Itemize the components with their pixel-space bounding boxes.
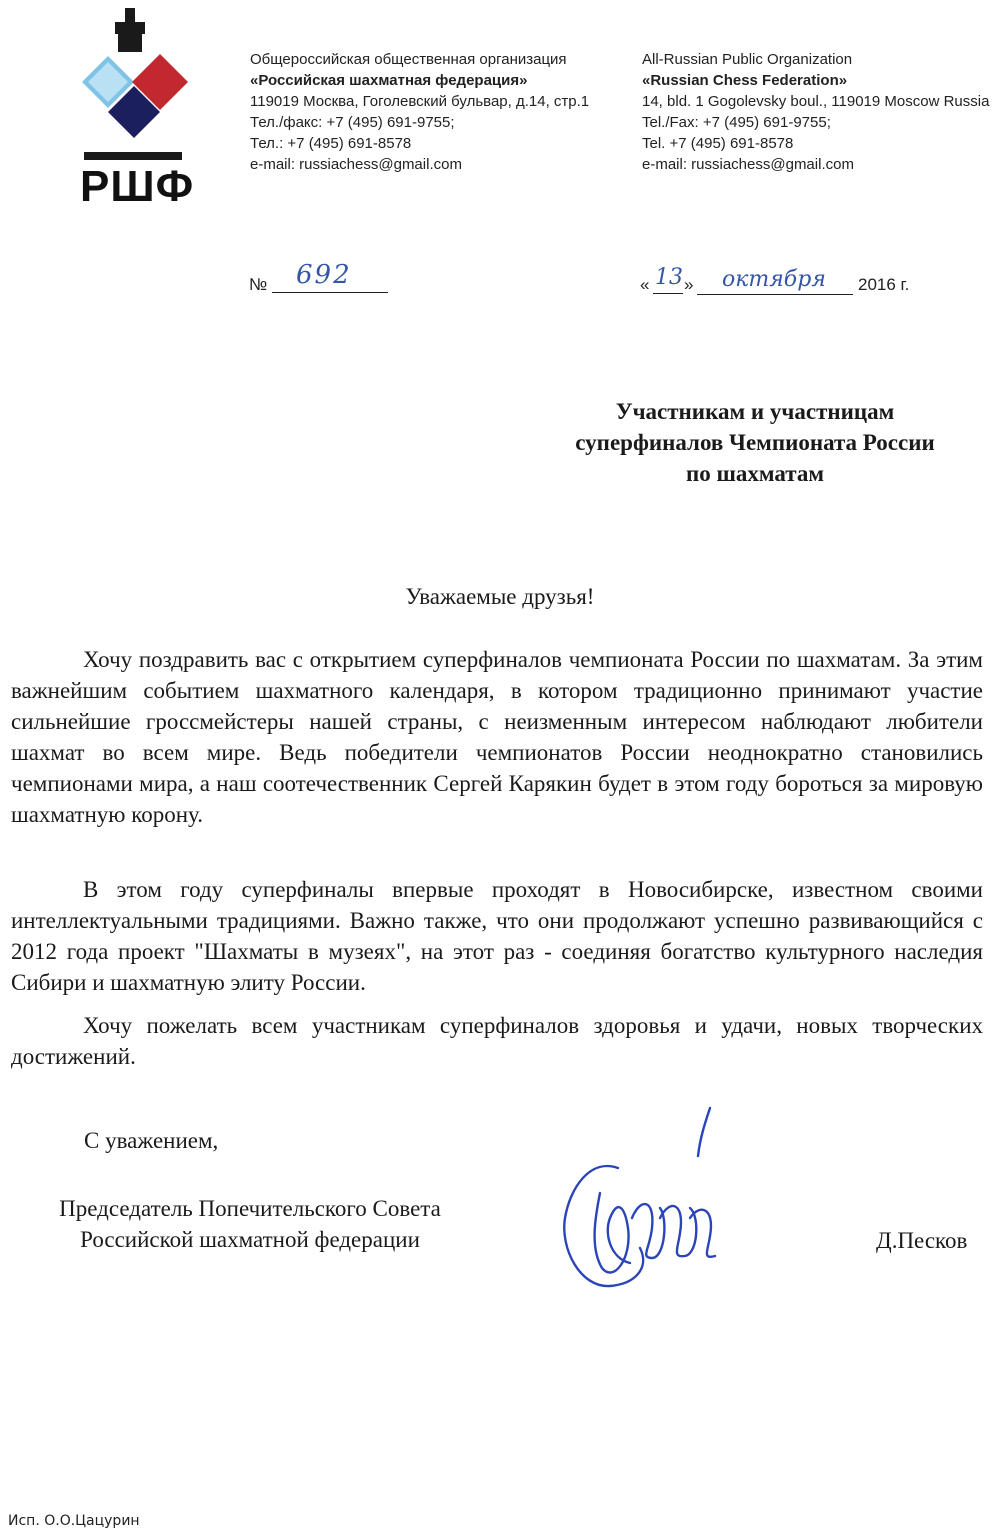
letter-number: 692 bbox=[296, 260, 352, 290]
body-paragraph: Хочу пожелать всем участникам суперфиналов здоровья и удачи, новых творческих достижений. bbox=[11, 1013, 983, 1069]
number-label: № bbox=[249, 275, 268, 294]
logo-text: РШФ bbox=[80, 162, 195, 211]
executor-note: Исп. О.О.Цацурин bbox=[8, 1513, 140, 1529]
addressee bbox=[530, 396, 980, 489]
signer-title-line: Председатель Попечительского Совета bbox=[59, 1196, 441, 1221]
address-en: 14, bld. 1 Gogolevsky boul., 119019 Moscow Russia bbox=[642, 93, 990, 110]
date-month: октября bbox=[722, 267, 826, 292]
date-month-underline bbox=[697, 294, 853, 295]
date-quote-close: » bbox=[684, 275, 694, 294]
signer-title-line: Российской шахматной федерации bbox=[80, 1227, 420, 1252]
signer-title bbox=[14, 1193, 486, 1255]
org-name-ru: «Российская шахматная федерация» bbox=[250, 72, 528, 89]
addressee-line: суперфиналов Чемпионата России bbox=[575, 430, 935, 455]
address-ru: 119019 Москва, Гоголевский бульвар, д.14, стр.1 bbox=[250, 93, 590, 110]
letterhead-english bbox=[642, 49, 1000, 175]
phone-en: Tel. +7 (495) 691-8578 bbox=[642, 135, 794, 152]
salutation: Уважаемые друзья! bbox=[405, 584, 595, 609]
closing: С уважением, bbox=[84, 1128, 219, 1153]
date-year: 2016 г. bbox=[858, 275, 910, 294]
addressee-line: по шахматам bbox=[685, 461, 825, 486]
email-ru: e-mail: russiachess@gmail.com bbox=[250, 156, 462, 173]
phone-fax-ru: Тел./факс: +7 (495) 691-9755; bbox=[250, 114, 455, 131]
phone-ru: Тел.: +7 (495) 691-8578 bbox=[250, 135, 412, 152]
email-en: e-mail: russiachess@gmail.com bbox=[642, 156, 854, 173]
addressee-line: Участникам и участницам bbox=[615, 399, 895, 424]
number-underline bbox=[272, 292, 388, 293]
date-day-underline bbox=[653, 293, 683, 294]
date-quote-open: « bbox=[640, 275, 650, 294]
org-type-en: All-Russian Public Organization bbox=[642, 51, 853, 68]
letterhead-russian bbox=[250, 49, 630, 175]
handwritten-signature bbox=[540, 1098, 750, 1298]
body-paragraph: В этом году суперфиналы впервые проходят в Новосибирске, известном своими интеллектуальными традициями. Важно также, что они продолжают успешно развивающийся с 2012 года проект "Шахматы в музеях", на этот раз - соединяя богатство культурного наследия Сибири и шахматную элиту России. bbox=[11, 877, 983, 995]
org-name-en: «Russian Chess Federation» bbox=[642, 72, 848, 89]
org-type-ru: Общероссийская общественная организация bbox=[250, 51, 567, 68]
date-day: 13 bbox=[655, 265, 683, 290]
body-paragraph: Хочу поздравить вас с открытием суперфиналов чемпионата России по шахматам. За этим важнейшим событием шахматного календаря, в котором традиционно принимают участие сильнейшие гроссмейстеры нашей страны, с неизменным интересом наблюдают любители шахмат во всем мире. Ведь победители чемпионатов России неоднократно становились чемпионами мира, а наш соотечественник Сергей Карякин будет в этом году бороться за мировую шахматную корону. bbox=[11, 647, 983, 827]
signer-name: Д.Песков bbox=[876, 1228, 968, 1253]
phone-fax-en: Tel./Fax: +7 (495) 691-9755; bbox=[642, 114, 831, 131]
